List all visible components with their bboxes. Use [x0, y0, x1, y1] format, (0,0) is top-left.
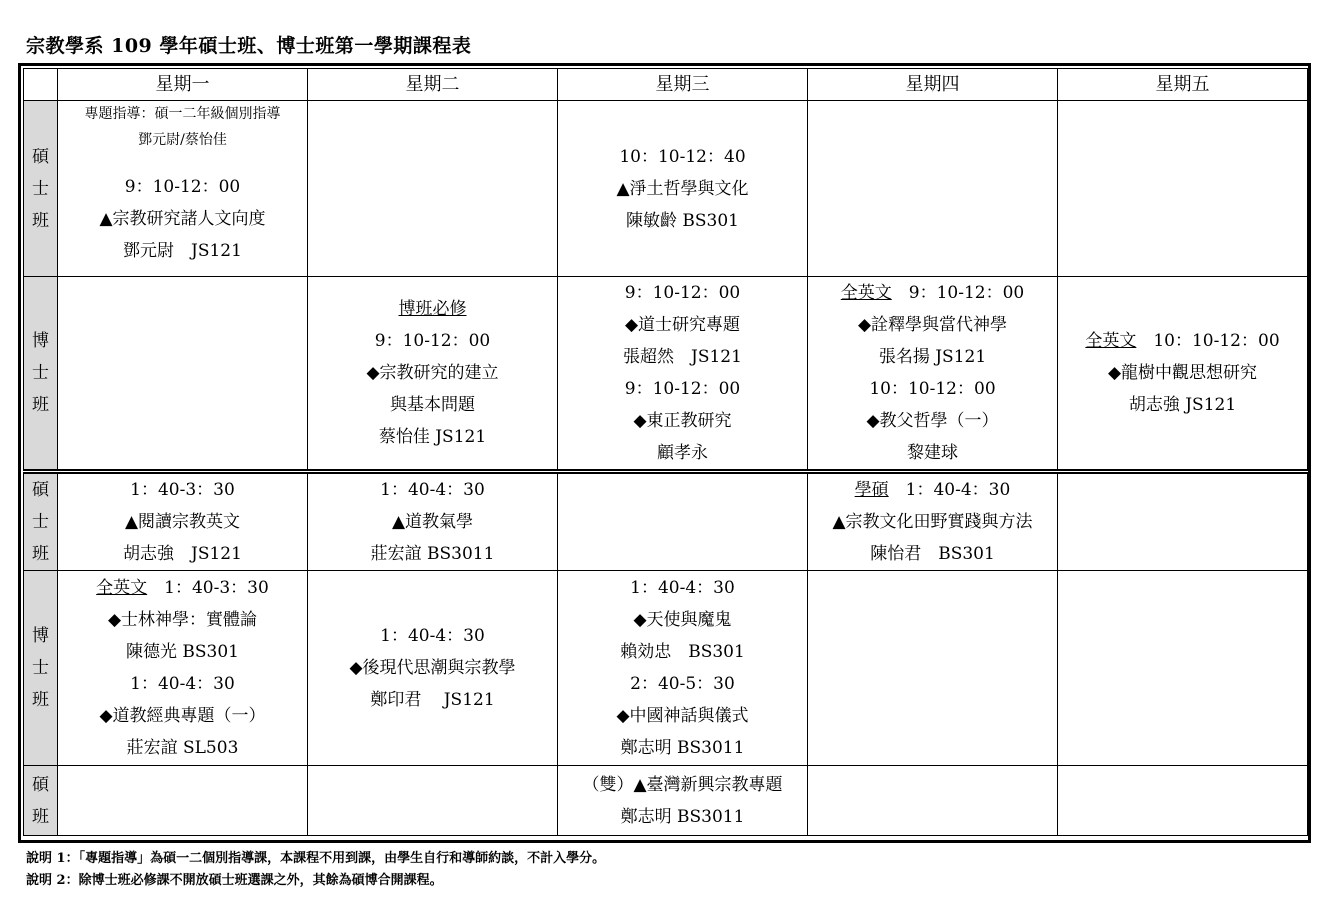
course-time-line: [808, 474, 1057, 506]
day-header-tue: 星期二: [308, 69, 558, 101]
cell-fri-master-extra: [1058, 766, 1308, 836]
course-teacher: 賴効忠 BS301: [620, 642, 745, 662]
cell-tue-doctoral-afternoon: [308, 571, 558, 766]
row-label-char: 碩: [32, 774, 49, 795]
cell-fri-doctoral-morning: [1058, 277, 1308, 472]
cell-thu-doctoral-afternoon: [808, 571, 1058, 766]
course-time: 1：40-4：30: [130, 674, 235, 694]
day-header-fri: 星期五: [1058, 69, 1308, 101]
course-name: ▲道教氣學: [391, 512, 474, 532]
row-label-master: [24, 472, 58, 571]
row-label-doctoral: [24, 571, 58, 766]
cell-tue-master-afternoon: [308, 472, 558, 571]
cell-tue-master-morning: [308, 101, 558, 277]
joint-tag: 學碩: [854, 480, 889, 500]
cell-mon-doctoral-morning: [58, 277, 308, 472]
row-label-master: [24, 101, 58, 277]
course-teacher: 胡志強 JS121: [123, 544, 242, 564]
row-doctoral-morning: [24, 277, 1308, 472]
course-name: ◆後現代思潮與宗教學: [349, 658, 516, 678]
course-time-line: [1058, 325, 1307, 357]
course-name: ◆中國神話與儀式: [616, 706, 749, 726]
cell-wed-master-extra: [558, 766, 808, 836]
course-time: 9：10-12：00: [624, 379, 741, 399]
course-teacher: 陳敏齡 BS301: [626, 210, 739, 231]
course-time: 10：10-12：00: [869, 379, 996, 399]
course-name: ◆士林神學：實體論: [107, 610, 258, 630]
course-name-cont: 與基本問題: [390, 395, 475, 415]
course-teacher: 胡志強 JS121: [1128, 395, 1237, 415]
course-time: 2：40-5：30: [630, 674, 735, 694]
cell-wed-doctoral-morning: [558, 277, 808, 472]
course-time: 1：40-4：30: [380, 480, 485, 500]
course-name: ▲宗教研究諸人文向度: [99, 209, 266, 229]
row-label-char: 碩: [32, 480, 49, 500]
cell-wed-master-morning: [558, 101, 808, 277]
english-tag: 全英文: [96, 578, 148, 598]
course-name: ▲淨土哲學與文化: [616, 178, 749, 199]
row-label-master-short: [24, 766, 58, 836]
course-time: 9：10-12：00: [908, 283, 1025, 303]
course-teacher: 鄭印君 JS121: [370, 690, 495, 710]
cell-tue-master-extra: [308, 766, 558, 836]
note-2: 說明 2：除博士班必修課不開放碩士班選課之外，其餘為碩博合開課程。: [26, 873, 443, 888]
course-time: 1：40-4：30: [905, 480, 1011, 500]
row-label-char: 博: [32, 331, 49, 351]
course-time: 9：10-12：00: [374, 331, 491, 351]
course-time: 9：10-12：00: [624, 283, 741, 303]
schedule-table: [23, 68, 1308, 836]
row-label-char: 士: [32, 178, 49, 199]
english-tag: 全英文: [840, 283, 892, 303]
cell-mon-master-morning: [58, 101, 308, 277]
course-name: ◆教父哲學（一）: [866, 411, 999, 431]
row-label-char: 班: [32, 544, 49, 564]
row-label-char: 博: [32, 626, 49, 646]
course-teacher: 陳德光 BS301: [126, 642, 239, 662]
row-label-char: 碩: [32, 146, 49, 167]
cell-thu-master-extra: [808, 766, 1058, 836]
course-time: 10：10-12：40: [619, 146, 746, 167]
cell-mon-master-extra: [58, 766, 308, 836]
row-label-char: 士: [32, 363, 49, 383]
cell-wed-master-afternoon: [558, 472, 808, 571]
supervision-teachers: 鄧元尉/蔡怡佳: [138, 132, 227, 148]
corner-cell: [24, 69, 58, 101]
cell-mon-doctoral-afternoon: [58, 571, 308, 766]
cell-wed-doctoral-afternoon: [558, 571, 808, 766]
course-name: ◆詮釋學與當代神學: [857, 315, 1008, 335]
header-row: [24, 69, 1308, 101]
day-header-wed: 星期三: [558, 69, 808, 101]
cell-thu-master-morning: [808, 101, 1058, 277]
course-time: 1：40-3：30: [130, 480, 235, 500]
course-name: ◆道教經典專題（一）: [99, 706, 266, 726]
course-name: ◆龍樹中觀思想研究: [1107, 363, 1258, 383]
course-teacher: 鄧元尉 JS121: [123, 241, 242, 261]
course-name: ◆東正教研究: [633, 411, 732, 431]
cell-fri-master-morning: [1058, 101, 1308, 277]
row-doctoral-afternoon: [24, 571, 1308, 766]
course-time: 9：10-12：00: [124, 177, 241, 197]
course-time-line: [58, 572, 307, 604]
row-label-char: 班: [32, 395, 49, 415]
row-label-char: 士: [32, 512, 49, 532]
cell-fri-doctoral-afternoon: [1058, 571, 1308, 766]
row-master-afternoon: [24, 472, 1308, 571]
row-label-char: 班: [32, 210, 49, 231]
notes: [26, 848, 605, 892]
day-header-mon: 星期一: [58, 69, 308, 101]
course-time: 1：40-4：30: [380, 626, 485, 646]
supervision-note: 專題指導：碩一二年級個別指導: [84, 106, 281, 122]
cell-thu-doctoral-morning: [808, 277, 1058, 472]
course-teacher: 顧孝永: [657, 443, 708, 463]
course-teacher: 莊宏誼 BS3011: [370, 544, 495, 564]
note-1: 說明 1：「專題指導」為碩一二個別指導課，本課程不用到課，由學生自行和導師約談，不計入學分。: [26, 851, 606, 866]
row-master-morning: [24, 101, 1308, 277]
course-time: 1：40-3：30: [164, 578, 269, 598]
course-teacher: 張超然 JS121: [623, 347, 742, 367]
course-teacher: 陳怡君 BS301: [870, 544, 995, 564]
course-time: 1：40-4：30: [630, 578, 735, 598]
row-label-char: 班: [32, 806, 49, 827]
cell-tue-doctoral-morning: [308, 277, 558, 472]
row-label-doctoral: [24, 277, 58, 472]
row-label-char: 班: [32, 690, 49, 710]
course-teacher: 鄭志明 BS3011: [620, 738, 745, 758]
course-name: ◆宗教研究的建立: [366, 363, 499, 383]
cell-thu-master-afternoon: [808, 472, 1058, 571]
course-teacher: 蔡怡佳 JS121: [378, 427, 487, 447]
course-teacher: 黎建球: [907, 443, 958, 463]
course-teacher: 張名揚 JS121: [878, 347, 987, 367]
required-tag: 博班必修: [398, 299, 467, 319]
course-time-line: [808, 277, 1057, 309]
day-header-thu: 星期四: [808, 69, 1058, 101]
course-name: ▲宗教文化田野實踐與方法: [832, 512, 1033, 532]
course-name: ◆天使與魔鬼: [633, 610, 732, 630]
course-name: ◆道士研究專題: [624, 315, 741, 335]
page-title: 宗教學系 109 學年碩士班、博士班第一學期課程表: [26, 35, 472, 57]
course-name: ▲閱讀宗教英文: [124, 512, 241, 532]
cell-fri-master-afternoon: [1058, 472, 1308, 571]
course-teacher: 鄭志明 BS3011: [620, 806, 745, 827]
cell-mon-master-afternoon: [58, 472, 308, 571]
english-tag: 全英文: [1085, 331, 1137, 351]
course-name: （雙）▲臺灣新興宗教專題: [582, 774, 783, 795]
course-teacher: 莊宏誼 SL503: [126, 738, 239, 758]
row-master-extra: [24, 766, 1308, 836]
course-time: 10：10-12：00: [1153, 331, 1280, 351]
row-label-char: 士: [32, 658, 49, 678]
